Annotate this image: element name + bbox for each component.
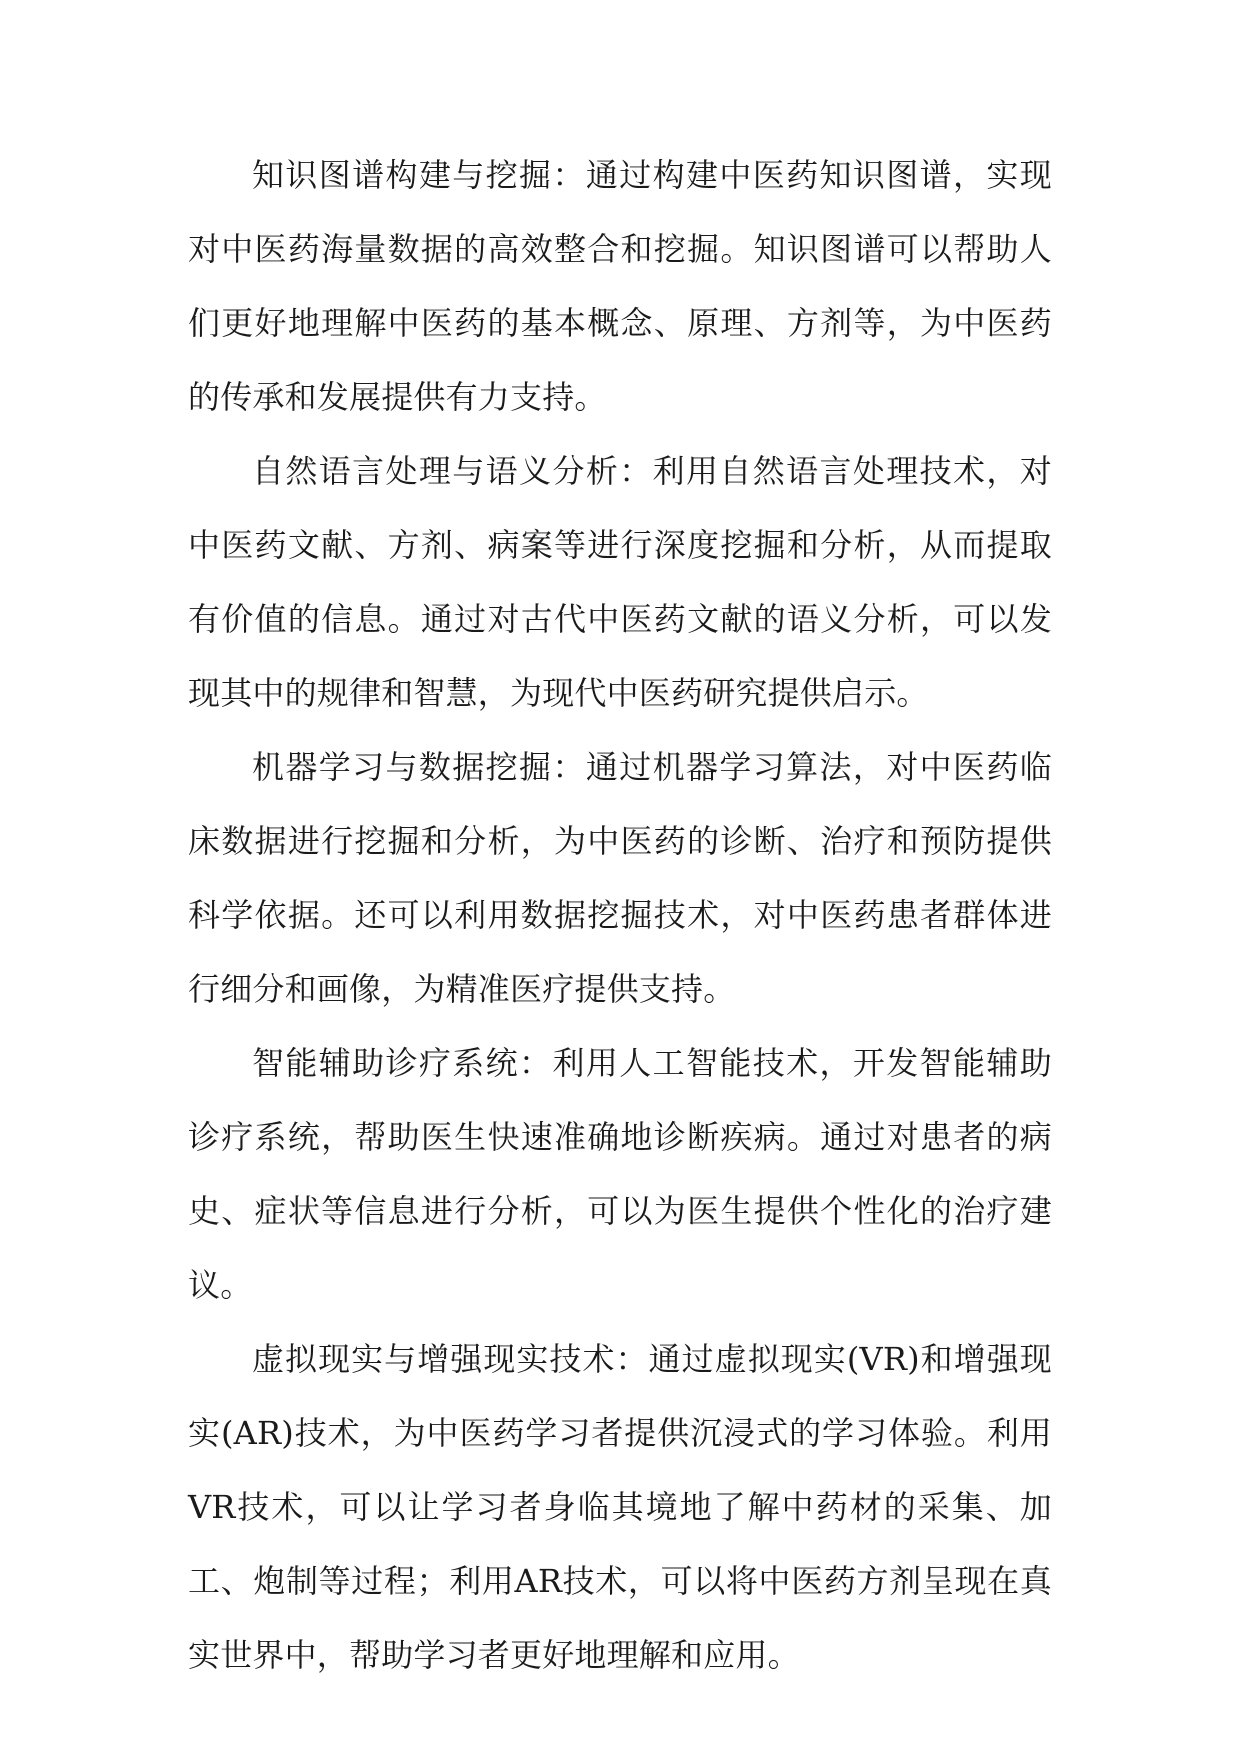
paragraph-vr-ar: 虚拟现实与增强现实技术：通过虚拟现实(VR)和增强现实(AR)技术，为中医药学习者提供沉浸式的学习体验。利用VR技术，可以让学习者身临其境地了解中药材的采集、加工、炮制等过程；利用AR技术，可以将中医药方剂呈现在真实世界中，帮助学习者更好地理解和应用。 — [188, 1340, 1052, 1674]
document-body — [188, 138, 1052, 1692]
paragraph-nlp: 自然语言处理与语义分析：利用自然语言处理技术，对中医药文献、方剂、病案等进行深度挖掘和分析，从而提取有价值的信息。通过对古代中医药文献的语义分析，可以发现其中的规律和智慧，为现代中医药研究提供启示。 — [188, 452, 1052, 712]
paragraph-knowledge-graph: 知识图谱构建与挖掘：通过构建中医药知识图谱，实现对中医药海量数据的高效整合和挖掘。知识图谱可以帮助人们更好地理解中医药的基本概念、原理、方剂等，为中医药的传承和发展提供有力支持。 — [188, 156, 1052, 416]
paragraph-machine-learning: 机器学习与数据挖掘：通过机器学习算法，对中医药临床数据进行挖掘和分析，为中医药的诊断、治疗和预防提供科学依据。还可以利用数据挖掘技术，对中医药患者群体进行细分和画像，为精准医疗提供支持。 — [188, 748, 1052, 1008]
paragraph-diagnosis-system: 智能辅助诊疗系统：利用人工智能技术，开发智能辅助诊疗系统，帮助医生快速准确地诊断疾病。通过对患者的病史、症状等信息进行分析，可以为医生提供个性化的治疗建议。 — [188, 1044, 1052, 1304]
